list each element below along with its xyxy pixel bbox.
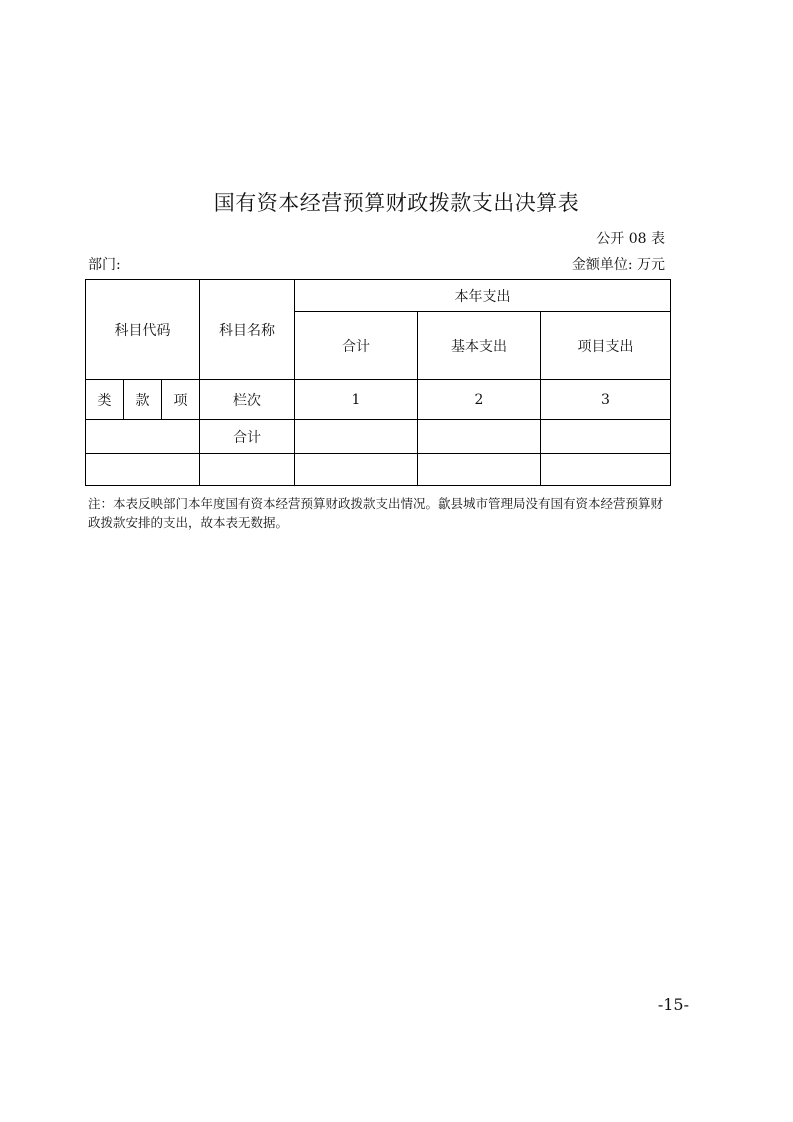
header-total: 合计 [295,312,418,380]
form-number: 公开 08 表 [596,231,665,247]
header-subject-name: 科目名称 [200,280,295,380]
empty-row-name-cell [200,454,295,486]
header-project-expenditure: 项目支出 [541,312,671,380]
code-section-cell: 款 [124,380,162,420]
empty-row-basic-cell [418,454,541,486]
column-index-2: 2 [418,380,541,420]
total-row-code-cell [86,420,200,454]
code-item-cell: 项 [162,380,200,420]
header-basic-expenditure: 基本支出 [418,312,541,380]
table-note: 注：本表反映部门本年度国有资本经营预算财政拨款支出情况。歙县城市管理局没有国有资本经营预算财政拨款安排的支出，故本表无数据。 [88,496,664,530]
row-index-label: 栏次 [200,380,295,420]
column-index-1: 1 [295,380,418,420]
header-row-1 [86,280,671,312]
page-title: 国有资本经营预算财政拨款支出决算表 [213,191,580,215]
department-label: 部门: [88,257,121,273]
total-row [86,420,671,454]
empty-data-row [86,454,671,486]
header-current-year-expenditure: 本年支出 [295,280,671,312]
empty-row-code-cell [86,454,200,486]
empty-row-project-cell [541,454,671,486]
total-row-basic-cell [418,420,541,454]
amount-unit-label: 金额单位: 万元 [571,257,665,273]
total-row-project-cell [541,420,671,454]
page-number: -15- [657,995,689,1014]
index-row [86,380,671,420]
header-subject-code: 科目代码 [86,280,200,380]
column-index-3: 3 [541,380,671,420]
total-row-total-cell [295,420,418,454]
empty-row-total-cell [295,454,418,486]
code-class-cell: 类 [86,380,124,420]
total-row-label: 合计 [200,420,295,454]
expenditure-table [85,279,671,486]
